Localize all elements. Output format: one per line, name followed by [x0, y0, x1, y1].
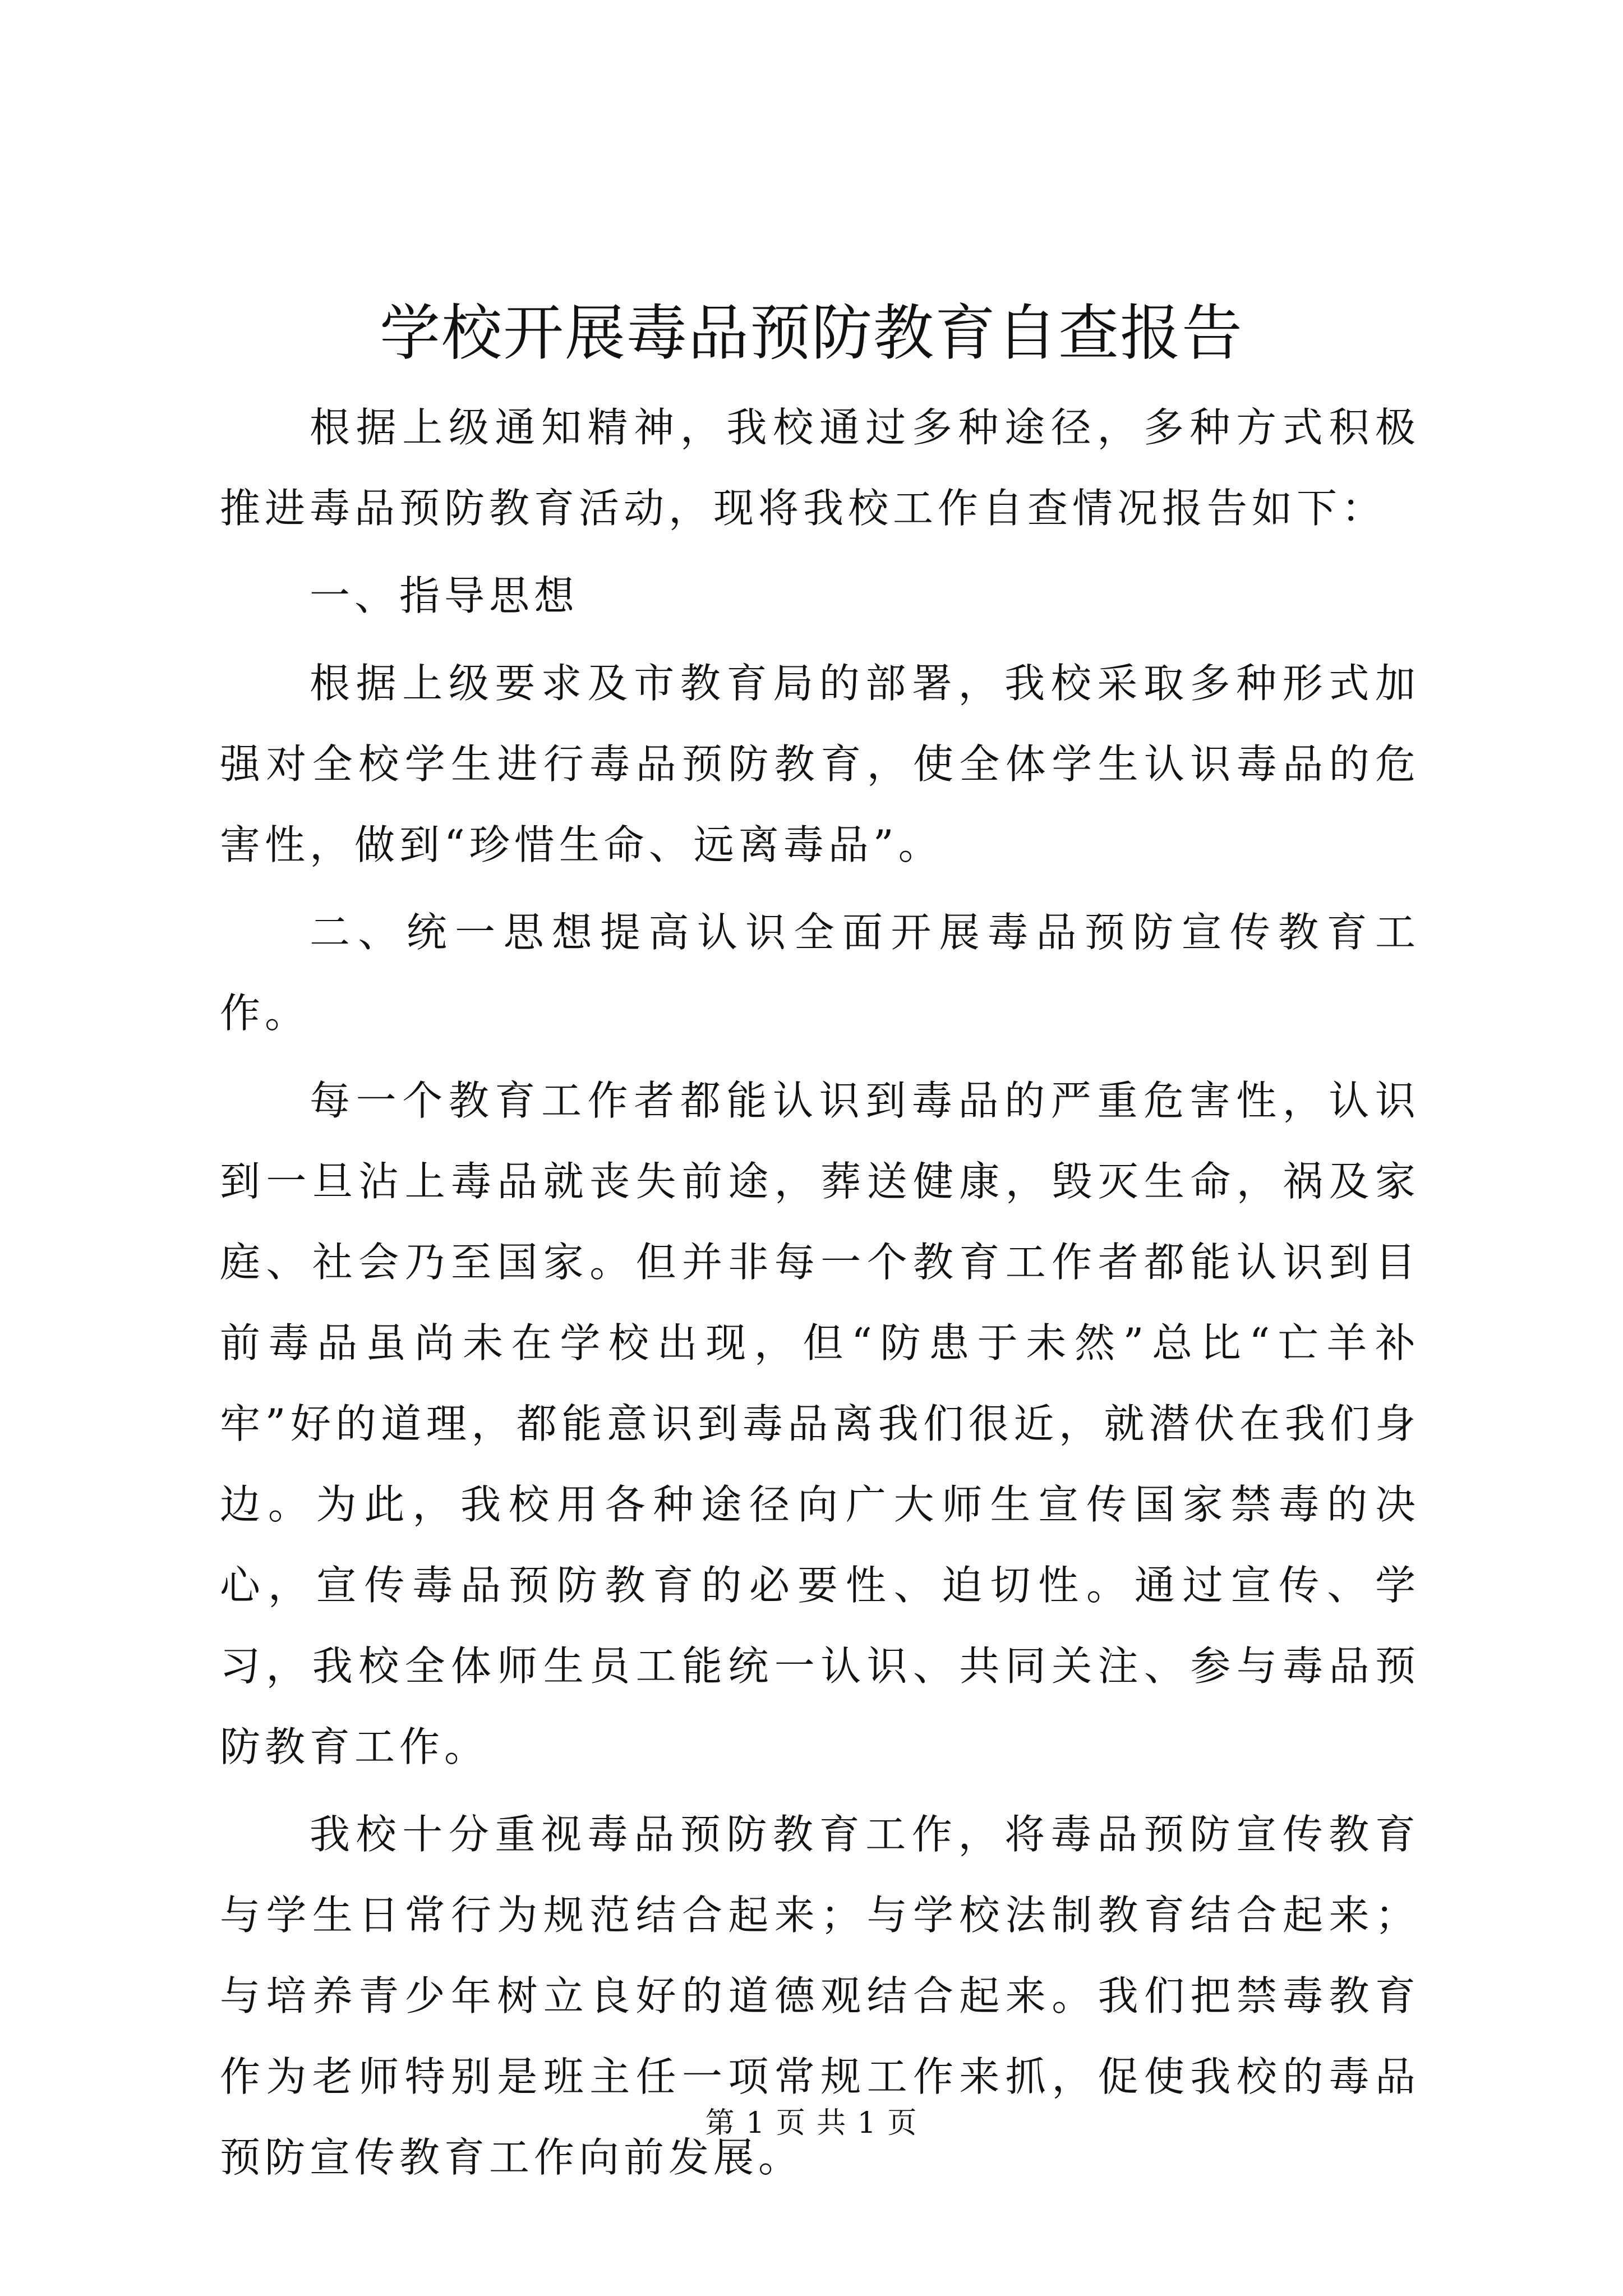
document-title: 学校开展毒品预防教育自查报告	[379, 298, 1243, 369]
integration-paragraph: 我校十分重视毒品预防教育工作，将毒品预防宣传教育与学生日常行为规范结合起来；与学校法制教育结合起来；与培养青少年树立良好的道德观结合起来。我们把禁毒教育作为老师特别是班主任一项常规工作来抓，促使我校的毒品预防宣传教育工作向前发展。	[220, 1811, 1420, 2181]
section-heading-unify-thinking: 二、统一思想提高认识全面开展毒品预防宣传教育工作。	[220, 909, 1420, 1037]
intro-paragraph: 根据上级通知精神，我校通过多种途径，多种方式积极推进毒品预防教育活动，现将我校工作自查情况报告如下：	[220, 404, 1420, 532]
section-heading-guiding-ideology: 一、指导思想	[310, 572, 579, 619]
guiding-ideology-paragraph: 根据上级要求及市教育局的部署，我校采取多种形式加强对全校学生进行毒品预防教育，使全体学生认识毒品的危害性，做到“珍惜生命、远离毒品”。	[220, 660, 1420, 868]
awareness-paragraph: 每一个教育工作者都能认识到毒品的严重危害性，认识到一旦沾上毒品就丧失前途，葬送健康，毁灭生命，祸及家庭、社会乃至国家。但并非每一个教育工作者都能认识到目前毒品虽尚未在学校出现，但“防患于未然”总比“亡羊补牢”好的道理，都能意识到毒品离我们很近，就潜伏在我们身边。为此，我校用各种途径向广大师生宣传国家禁毒的决心，宣传毒品预防教育的必要性、迫切性。通过宣传、学习，我校全体师生员工能统一认识、共同关注、参与毒品预防教育工作。	[220, 1077, 1420, 1770]
page-number-footer: 第 1 页 共 1 页	[705, 2106, 918, 2140]
document-body	[220, 387, 1420, 2198]
